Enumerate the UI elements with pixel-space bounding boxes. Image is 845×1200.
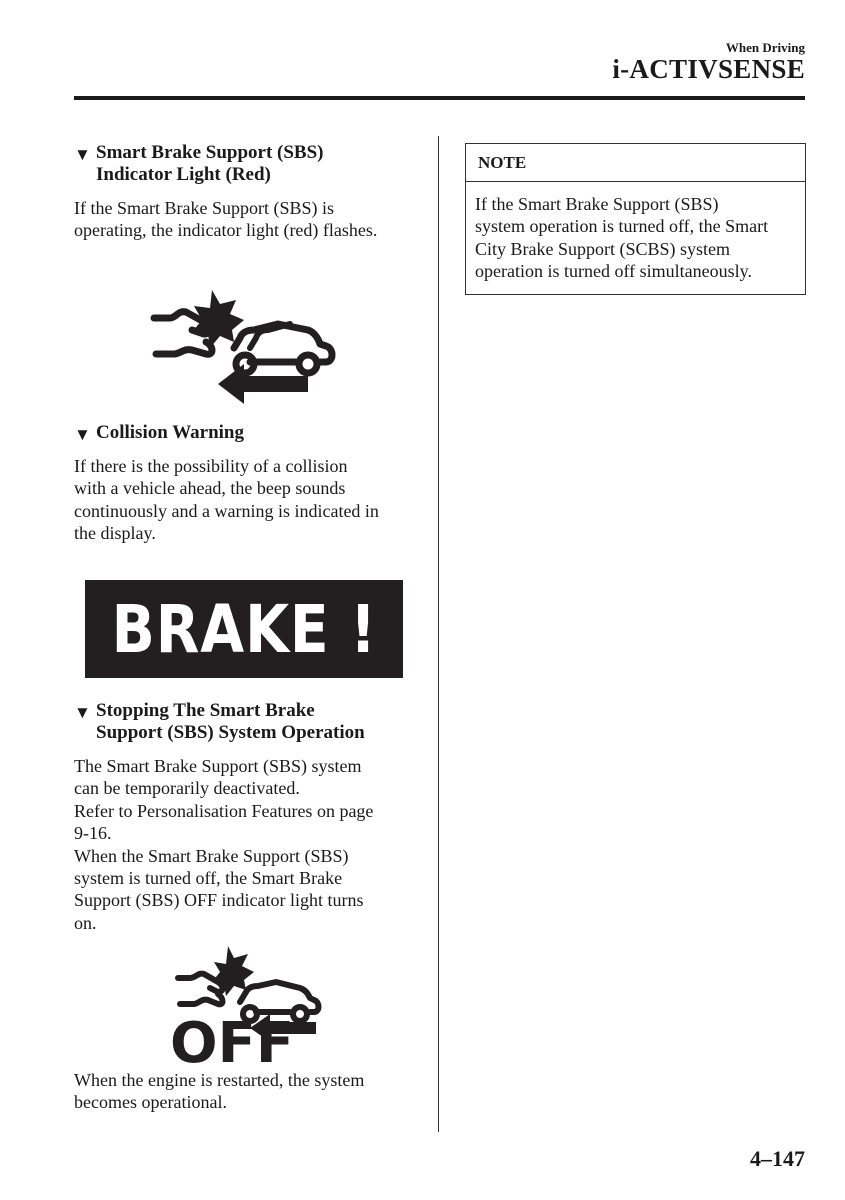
text-line: with a vehicle ahead, the beep sounds [74,478,346,499]
text-line: When the engine is restarted, the system [74,1070,365,1090]
text-line: operation is turned off simultaneously. [475,261,752,282]
heading-line: Stopping The Smart Brake [96,700,315,721]
page-title: i-ACTIVSENSE [612,54,805,84]
text-line: City Brake Support (SCBS) system [475,238,731,259]
note-label: NOTE [466,144,805,182]
text-line: The Smart Brake Support (SBS) system [74,756,362,776]
text-line: Support (SBS) OFF indicator light turns [74,890,364,911]
triangle-marker-icon: ▼ [74,145,91,164]
text-line: 9-16. [74,823,112,844]
text-line: operating, the indicator light (red) flashes. [74,220,378,241]
restart-text [74,1069,419,1114]
section-label: When Driving [725,40,805,55]
triangle-marker-icon: ▼ [74,703,91,722]
sbs-indicator-text [74,197,419,242]
text-line: If there is the possibility of a collision [74,456,348,476]
header-rule [74,96,805,100]
sbs-indicator-section [74,142,419,242]
heading-line: Collision Warning [96,422,245,443]
text-line: system operation is turned off, the Smart [475,216,769,237]
right-column [465,143,806,295]
stopping-heading [74,700,419,744]
heading-line: Smart Brake Support (SBS) [96,142,324,163]
text-line: If the Smart Brake Support (SBS) [475,194,719,214]
brake-warning-display [85,580,403,678]
text-line: Refer to Personalisation Features on page [74,800,374,821]
text-line: When the Smart Brake Support (SBS) [74,845,349,866]
text-line: can be temporarily deactivated. [74,778,300,799]
left-column [74,142,419,1113]
text-line: If the Smart Brake Support (SBS) is [74,198,334,218]
sbs-off-indicator-icon [166,942,326,1068]
stopping-text [74,755,419,934]
text-line: the display. [74,523,156,544]
text-line: becomes operational. [74,1092,227,1113]
brake-warning-text: BRAKE ! [111,590,377,668]
collision-warning-section [74,422,419,545]
off-label: OFF [170,1011,295,1068]
text-line: continuously and a warning is indicated in [74,500,379,521]
heading-line: Support (SBS) System Operation [96,722,365,743]
text-line: on. [74,912,97,933]
heading-line: Indicator Light (Red) [96,164,271,185]
collision-warning-text [74,455,419,545]
triangle-marker-icon: ▼ [74,425,91,444]
note-text [466,182,805,294]
page-number: 4–147 [750,1146,805,1171]
sbs-indicator-icon [150,272,340,406]
collision-warning-heading [74,422,419,444]
note-box [465,143,806,295]
stopping-section [74,700,419,934]
column-divider [438,136,439,1132]
restart-section [74,1069,419,1114]
text-line: system is turned off, the Smart Brake [74,868,343,889]
sbs-indicator-heading [74,142,419,186]
